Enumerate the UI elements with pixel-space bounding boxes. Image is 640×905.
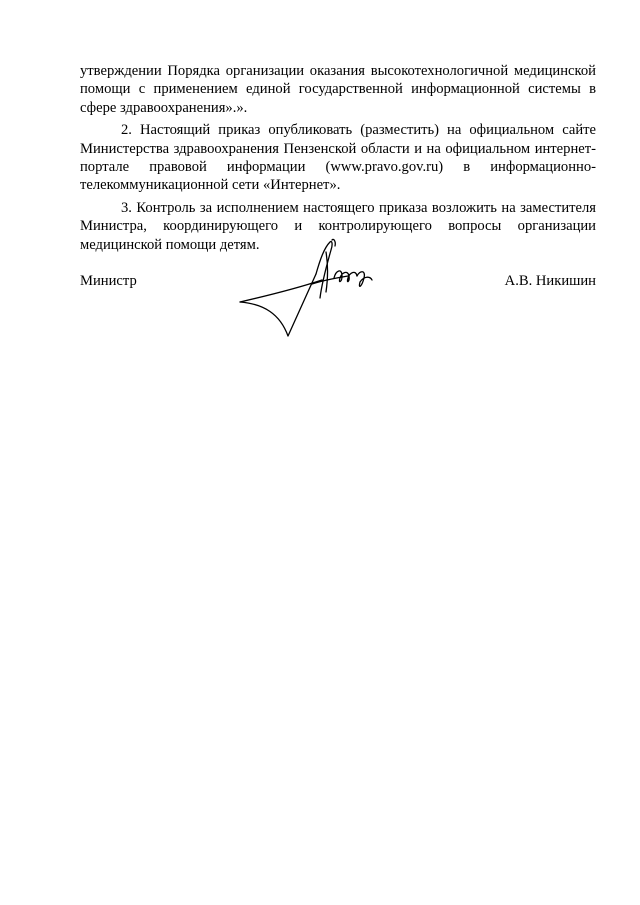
document-body [80, 62, 596, 258]
handwritten-signature [236, 234, 376, 344]
paragraph-continuation: утверждении Порядка организации оказания высокотехнологичной медицинской помощи с применением единой государственной информационной системы в сфере здравоохранения».». [80, 63, 596, 116]
signatory-title: Министр [80, 273, 137, 289]
paragraph-item-3: 3. Контроль за исполнением настоящего приказа возложить на заместителя Министра, координирующего и контролирующего вопросы организации медицинской помощи детям. [80, 199, 596, 253]
signatory-name: А.В. Никишин [504, 273, 596, 289]
paragraph-item-2: 2. Настоящий приказ опубликовать (разместить) на официальном сайте Министерства здравоохранения Пензенской области и на официальном интернет-портале правовой информации (www.pravo.gov.ru) в информационно-телекоммуникационной сети «Интернет». [80, 122, 596, 194]
